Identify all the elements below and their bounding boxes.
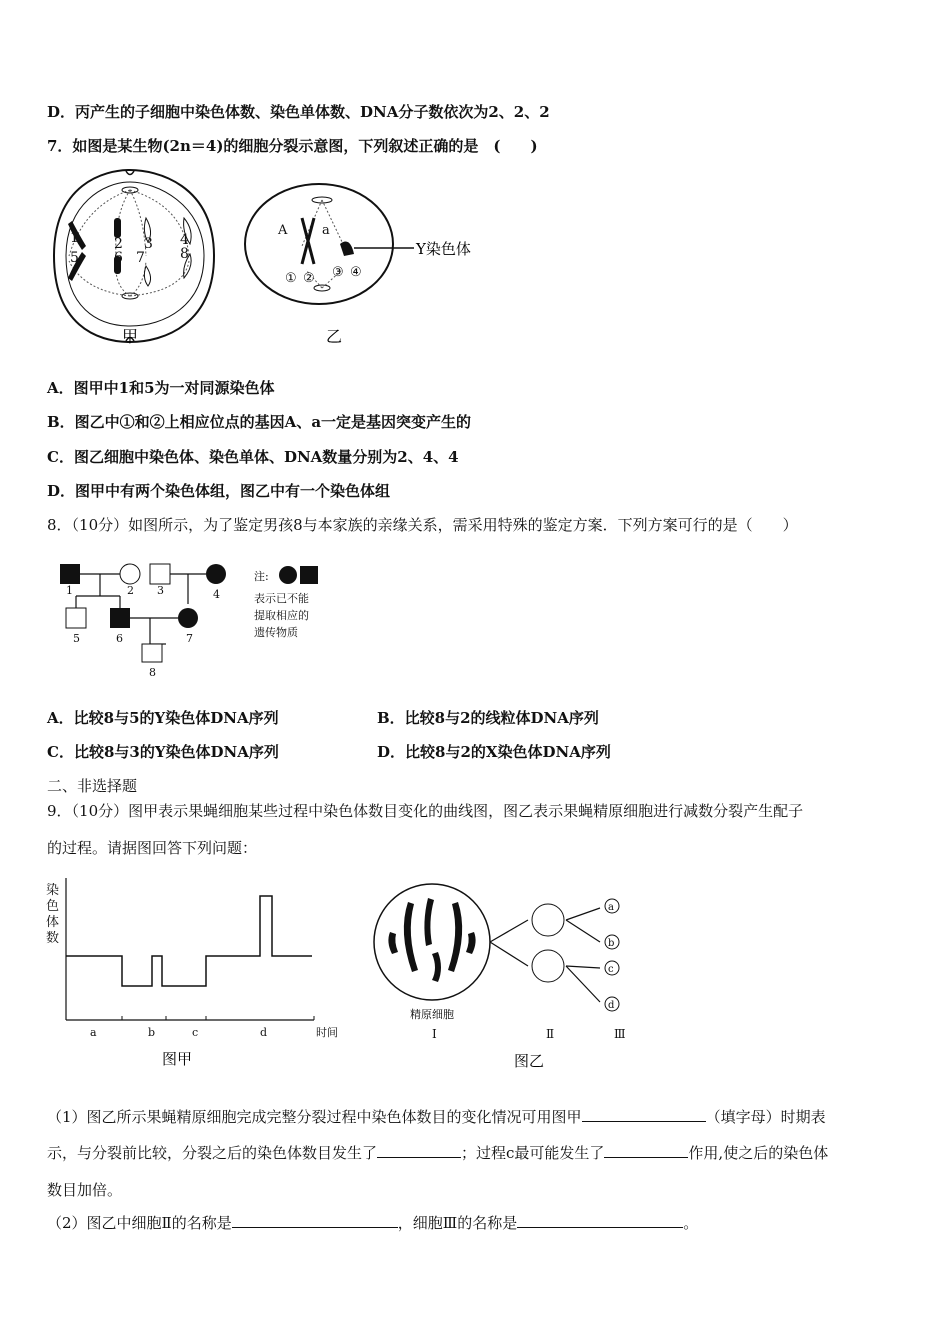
label-8: 8 xyxy=(149,666,156,679)
figure-jia-chart xyxy=(44,872,364,1072)
q9-stem-line1: 9．（10分）图甲表示果蝇细胞某些过程中染色体数目变化的曲线图，图乙表示果蝇精原细胞进行减数分裂产生配子 xyxy=(47,802,804,820)
answer-blank-2[interactable] xyxy=(377,1143,461,1158)
label-2: 2 xyxy=(127,584,134,597)
num-1: 1 xyxy=(70,230,79,246)
circled-4: ④ xyxy=(350,265,362,280)
caption-yi: 乙 xyxy=(326,327,343,346)
pedigree-7 xyxy=(178,608,198,628)
label-6: 6 xyxy=(116,632,123,645)
q9-sub1-line1 xyxy=(47,1107,826,1127)
q9-sub1-text-d: ；过程c最可能发生了 xyxy=(461,1144,605,1162)
cell-ii-upper xyxy=(532,904,564,936)
pedigree-4 xyxy=(206,564,226,584)
pedigree-3 xyxy=(150,564,170,584)
q9-sub1-line3: 数目加倍。 xyxy=(47,1181,123,1199)
product-d: d xyxy=(608,1000,615,1011)
segment-d: d xyxy=(260,1026,268,1039)
circled-1: ① xyxy=(285,271,297,286)
note-line-2: 提取相应的 xyxy=(254,609,309,622)
pedigree-1 xyxy=(60,564,80,584)
pedigree-5 xyxy=(66,608,86,628)
label-3: 3 xyxy=(157,584,164,597)
circled-2: ② xyxy=(303,271,315,286)
q6-option-d: D．丙产生的子细胞中染色体数、染色单体数、DNA分子数依次为2、2、2 xyxy=(47,103,550,121)
q7-stem: 7．如图是某生物(2n＝4)的细胞分裂示意图，下列叙述正确的是 ( ) xyxy=(47,137,538,155)
q8-option-d: D．比较8与2的X染色体DNA序列 xyxy=(377,743,611,761)
q9-sub1-text-b: （填字母）时期表 xyxy=(705,1108,826,1126)
q9-sub2-text-b: ，细胞Ⅲ的名称是 xyxy=(397,1214,518,1232)
product-c: c xyxy=(608,964,614,975)
q9-sub1-text-e: 作用,使之后的染色体 xyxy=(688,1144,829,1162)
x-label: 时间 xyxy=(316,1026,338,1039)
chromosome-curve xyxy=(66,896,312,986)
pedigree-8 xyxy=(142,644,162,662)
q9-sub1-line2 xyxy=(47,1143,828,1163)
q9-sub1-text-a: （1）图乙所示果蝇精原细胞完成完整分裂过程中染色体数目的变化情况可用图甲 xyxy=(47,1108,582,1126)
label-5: 5 xyxy=(73,632,80,645)
num-3: 3 xyxy=(144,236,153,252)
q7-option-c: C．图乙细胞中染色体、染色单体、DNA数量分别为2、4、4 xyxy=(47,448,459,466)
product-b: b xyxy=(608,938,615,949)
answer-blank-3[interactable] xyxy=(604,1143,688,1158)
num-8: 8 xyxy=(180,246,189,262)
pedigree-6 xyxy=(110,608,130,628)
stage-ii: Ⅱ xyxy=(546,1027,555,1041)
segment-a: a xyxy=(90,1026,97,1039)
pedigree-2 xyxy=(120,564,140,584)
cell-jia xyxy=(54,170,214,342)
note-circle xyxy=(279,566,297,584)
q9-sub1-text-c: 示，与分裂前比较，分裂之后的染色体数目发生了 xyxy=(47,1144,378,1162)
ylabel-4: 数 xyxy=(46,931,60,946)
segment-c: c xyxy=(192,1026,199,1039)
label-7: 7 xyxy=(186,632,193,645)
q8-option-b: B．比较8与2的线粒体DNA序列 xyxy=(377,709,599,727)
gene-A: A xyxy=(278,223,288,238)
caption-jia-chart: 图甲 xyxy=(162,1050,193,1068)
caption-yi-meiosis: 图乙 xyxy=(514,1052,545,1070)
product-a: a xyxy=(608,902,614,913)
q8-option-c: C．比较8与3的Y染色体DNA序列 xyxy=(47,743,279,761)
cell-ii-lower xyxy=(532,950,564,982)
answer-blank-5[interactable] xyxy=(517,1213,683,1228)
gene-a: a xyxy=(322,223,330,238)
cell-label: 精原细胞 xyxy=(410,1008,454,1021)
note-line-1: 表示已不能 xyxy=(254,592,309,605)
label-4: 4 xyxy=(213,588,220,601)
num-7: 7 xyxy=(136,250,145,266)
cell-yi xyxy=(245,184,471,304)
answer-blank-4[interactable] xyxy=(232,1213,398,1228)
note-line-3: 遗传物质 xyxy=(254,626,298,639)
stage-iii: Ⅲ xyxy=(614,1027,626,1041)
q9-stem-line2: 的过程。请据图回答下列问题： xyxy=(47,839,258,857)
figure-yi-meiosis xyxy=(368,872,638,1072)
ylabel-3: 体 xyxy=(46,915,60,930)
q9-sub2-line xyxy=(47,1213,698,1233)
ylabel-1: 染 xyxy=(46,883,60,898)
q7-option-b: B．图乙中①和②上相应位点的基因A、a一定是基因突变产生的 xyxy=(47,413,472,431)
note-square xyxy=(300,566,318,584)
stage-i: Ⅰ xyxy=(432,1027,437,1041)
q9-sub2-text-c: 。 xyxy=(683,1214,699,1232)
circled-3: ③ xyxy=(332,265,344,280)
q7-figure xyxy=(44,166,504,351)
q8-option-a: A．比较8与5的Y染色体DNA序列 xyxy=(47,709,279,727)
num-5: 5 xyxy=(70,250,79,266)
note-title: 注: xyxy=(254,570,269,583)
answer-blank-1[interactable] xyxy=(582,1107,706,1122)
num-4: 4 xyxy=(180,232,189,248)
q9-sub2-text-a: （2）图乙中细胞Ⅱ的名称是 xyxy=(47,1214,232,1232)
caption-jia: 甲 xyxy=(122,327,139,346)
ylabel-2: 色 xyxy=(46,899,60,914)
num-6: 6 xyxy=(114,250,123,266)
label-1: 1 xyxy=(66,584,73,597)
q7-option-d: D．图甲中有两个染色体组，图乙中有一个染色体组 xyxy=(47,482,391,500)
pedigree-chart xyxy=(56,558,346,683)
section-title: 二、非选择题 xyxy=(47,777,138,795)
q8-stem: 8．（10分）如图所示，为了鉴定男孩8与本家族的亲缘关系，需采用特殊的鉴定方案．下列方案可行的是（ ） xyxy=(47,516,798,534)
q7-option-a: A．图甲中1和5为一对同源染色体 xyxy=(47,379,275,397)
y-chromosome-label: Y染色体 xyxy=(416,240,471,258)
segment-b: b xyxy=(148,1026,156,1039)
num-2: 2 xyxy=(114,236,123,252)
